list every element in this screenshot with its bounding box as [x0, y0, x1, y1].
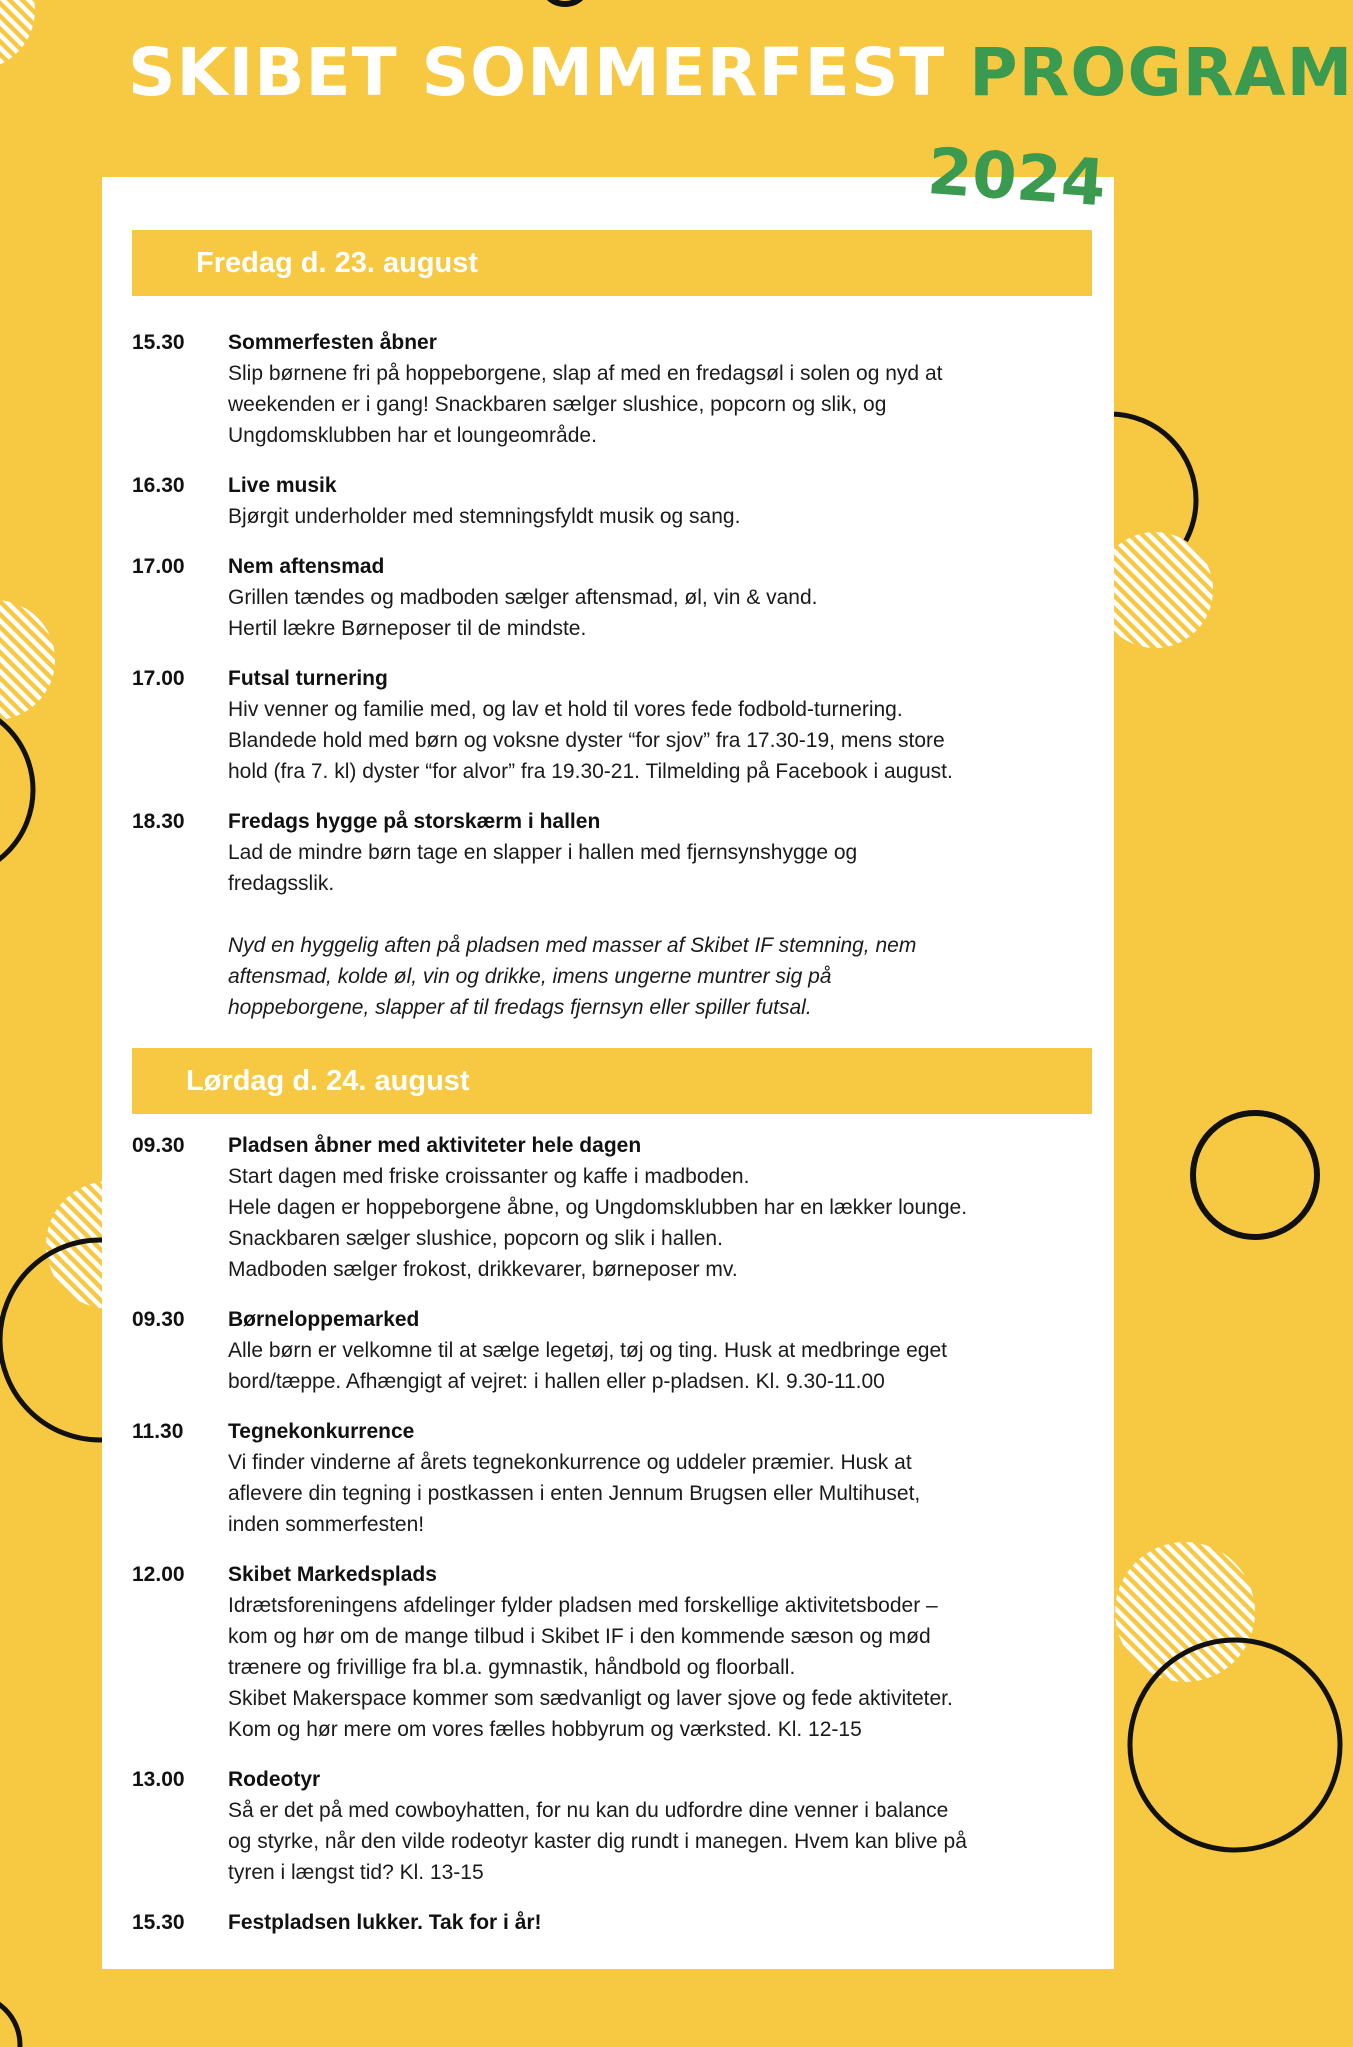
event-title: Sommerfesten åbner: [228, 331, 437, 354]
decor-right-ring-3: [1130, 1640, 1340, 1850]
event-item: [132, 1559, 1092, 1745]
event-desc-line: Vi finder vinderne af årets tegnekonkurrence og uddeler præmier. Husk at: [228, 1451, 912, 1474]
event-time: 12.00: [132, 1563, 185, 1586]
event-item: [132, 1130, 1092, 1285]
event-time: 11.30: [132, 1420, 184, 1443]
event-title: Nem aftensmad: [228, 555, 385, 578]
event-time: 13.00: [132, 1768, 185, 1791]
note-line: Nyd en hyggelig aften på pladsen med masser af Skibet IF stemning, nem: [228, 934, 917, 957]
saturday-events: [132, 1130, 1092, 1957]
event-desc-line: Kom og hør mere om vores fælles hobbyrum og værksted. Kl. 12-15: [228, 1718, 862, 1741]
event-desc-line: Hele dagen er hoppeborgene åbne, og Ungdomsklubben har en lækker lounge.: [228, 1196, 968, 1219]
event-item: [132, 470, 1092, 532]
decor-right-stripe-1: [1097, 532, 1213, 648]
decor-left-stripe-1: [0, 600, 55, 720]
event-title: Rodeotyr: [228, 1768, 321, 1791]
decor-right-ring-2: [1193, 1113, 1317, 1237]
page-title: [128, 34, 1353, 111]
event-desc-line: Snackbaren sælger slushice, popcorn og slik i hallen.: [228, 1227, 723, 1250]
event-item: [132, 327, 1092, 451]
event-desc-line: inden sommerfesten!: [228, 1513, 425, 1536]
decor-right-stripe-2: [1115, 1542, 1255, 1682]
event-desc-line: hold (fra 7. kl) dyster “for alvor” fra 19.30-21. Tilmelding på Facebook i august.: [228, 760, 953, 783]
event-desc-line: Madboden sælger frokost, drikkevarer, børneposer mv.: [228, 1258, 738, 1281]
event-time: 15.30: [132, 331, 185, 354]
event-time: 17.00: [132, 555, 185, 578]
event-time: 18.30: [132, 810, 185, 833]
event-item: [132, 551, 1092, 644]
event-desc-line: Bjørgit underholder med stemningsfyldt musik og sang.: [228, 505, 741, 528]
event-desc-line: bord/tæppe. Afhængigt af vejret: i hallen eller p-pladsen. Kl. 9.30-11.00: [228, 1370, 885, 1393]
event-item: [132, 1907, 1092, 1938]
title-white-part: SKIBET SOMMERFEST: [128, 34, 946, 111]
decor-left-ring-1: [0, 702, 33, 878]
event-desc-line: Grillen tændes og madboden sælger aftensmad, øl, vin & vand.: [228, 586, 818, 609]
year-label: 2024: [925, 135, 1109, 222]
event-title: Fredags hygge på storskærm i hallen: [228, 810, 601, 833]
event-title: Pladsen åbner med aktiviteter hele dagen: [228, 1134, 642, 1157]
event-desc-line: fredagsslik.: [228, 872, 335, 895]
title-green-part: PROGRAM: [969, 34, 1353, 111]
event-desc-line: Ungdomsklubben har et loungeområde.: [228, 424, 597, 447]
event-desc-line: Blandede hold med børn og voksne dyster “for sjov” fra 17.30-19, mens store: [228, 729, 945, 752]
event-desc-line: Idrætsforeningens afdelinger fylder pladsen med forskellige aktivitetsboder –: [228, 1594, 938, 1617]
event-desc-line: Skibet Makerspace kommer som sædvanligt og laver sjove og fede aktiviteter.: [228, 1687, 953, 1710]
event-desc-line: tyren i længst tid? Kl. 13-15: [228, 1861, 484, 1884]
event-item: [132, 806, 1092, 1023]
event-desc-line: weekenden er i gang! Snackbaren sælger slushice, popcorn og slik, og: [228, 393, 887, 416]
event-time: 15.30: [132, 1911, 185, 1934]
event-item: [132, 1304, 1092, 1397]
event-desc-line: Hertil lækre Børneposer til de mindste.: [228, 617, 587, 640]
event-title: Live musik: [228, 474, 337, 497]
event-title: Tegnekonkurrence: [228, 1420, 415, 1443]
friday-heading: Fredag d. 23. august: [132, 230, 1092, 296]
event-title: Skibet Markedsplads: [228, 1563, 437, 1586]
event-title: Festpladsen lukker. Tak for i år!: [228, 1911, 542, 1934]
event-desc-line: Lad de mindre børn tage en slapper i hallen med fjernsynshygge og: [228, 841, 858, 864]
event-time: 09.30: [132, 1308, 185, 1331]
event-desc-line: aflevere din tegning i postkassen i enten Jennum Brugsen eller Multihuset,: [228, 1482, 921, 1505]
saturday-heading: Lørdag d. 24. august: [132, 1048, 1092, 1114]
event-time: 16.30: [132, 474, 185, 497]
event-title: Futsal turnering: [228, 667, 388, 690]
event-desc-line: Alle børn er velkomne til at sælge legetøj, tøj og ting. Husk at medbringe eget: [228, 1339, 948, 1362]
decor-bottom-left-ring: [0, 1995, 20, 2047]
page-header: [0, 0, 1353, 222]
event-desc-line: kom og hør om de mange tilbud i Skibet IF i den kommende sæson og mød: [228, 1625, 931, 1648]
event-desc-line: og styrke, når den vilde rodeotyr kaster dig rundt i manegen. Hvem kan blive på: [228, 1830, 967, 1853]
event-desc-line: Slip børnene fri på hoppeborgene, slap af med en fredagsøl i solen og nyd at: [228, 362, 943, 385]
friday-note: [228, 930, 1092, 1023]
event-time: 09.30: [132, 1134, 185, 1157]
note-line: aftensmad, kolde øl, vin og drikke, imens ungerne muntrer sig på: [228, 965, 832, 988]
event-item: [132, 1764, 1092, 1888]
event-title: Børneloppemarked: [228, 1308, 420, 1331]
event-time: 17.00: [132, 667, 185, 690]
event-desc-line: Hiv venner og familie med, og lav et hold til vores fede fodbold-turnering.: [228, 698, 903, 721]
note-line: hoppeborgene, slapper af til fredags fjernsyn eller spiller futsal.: [228, 996, 812, 1019]
event-desc-line: trænere og frivillige fra bl.a. gymnastik, håndbold og floorball.: [228, 1656, 796, 1679]
friday-events: [132, 327, 1092, 1042]
event-item: [132, 663, 1092, 787]
event-desc-line: Start dagen med friske croissanter og kaffe i madboden.: [228, 1165, 750, 1188]
event-desc-line: Så er det på med cowboyhatten, for nu kan du udfordre dine venner i balance: [228, 1799, 949, 1822]
event-item: [132, 1416, 1092, 1540]
